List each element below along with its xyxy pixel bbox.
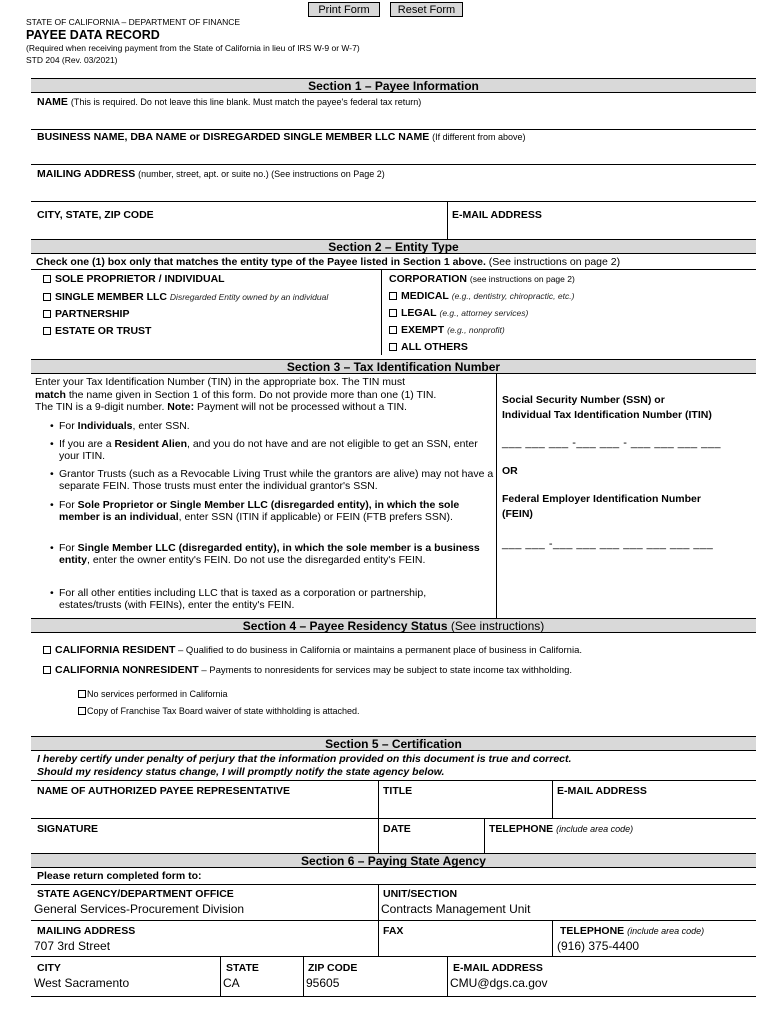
agency-telephone-label: TELEPHONE (include area code) <box>560 925 705 937</box>
single-member-llc-checkbox[interactable] <box>43 293 51 301</box>
form-title: PAYEE DATA RECORD <box>26 28 160 42</box>
agency-zip-label: ZIP CODE <box>308 962 358 974</box>
name-label: NAME (This is required. Do not leave this line blank. Must match the payee's federal tax return) <box>37 96 422 108</box>
rep-title-label: TITLE <box>383 785 413 797</box>
rep-title-field[interactable] <box>382 800 551 817</box>
corporation-label: CORPORATION (see instructions on page 2) <box>389 273 575 285</box>
business-name-field[interactable] <box>35 145 754 164</box>
corp-medical-checkbox[interactable] <box>389 292 397 300</box>
agency-mailing-address-label: MAILING ADDRESS <box>37 925 136 937</box>
entity-type-instruction: Check one (1) box only that matches the entity type of the Payee listed in Section 1 above. (See instructions on page 2) <box>36 256 621 268</box>
date-field[interactable] <box>382 837 484 854</box>
rep-email-label: E-MAIL ADDRESS <box>557 785 647 797</box>
mailing-address-field[interactable] <box>35 182 754 201</box>
signature-label: SIGNATURE <box>37 823 99 835</box>
fax-label: FAX <box>383 925 404 937</box>
tin-bullet-smllc-business: • For Single Member LLC (disregarded entity), in which the sole member is a business entity, enter the owner entity's FEIN. Do not use the disregarded entity's FEIN. <box>59 542 491 566</box>
partnership-option[interactable]: PARTNERSHIP <box>43 308 129 320</box>
tin-bullet-individuals: • For Individuals, enter SSN. <box>59 420 491 432</box>
email-address-field[interactable] <box>450 222 754 239</box>
no-services-in-ca-checkbox[interactable] <box>78 690 86 698</box>
reset-form-button[interactable]: Reset Form <box>390 2 463 17</box>
city-state-zip-label: CITY, STATE, ZIP CODE <box>37 209 154 221</box>
form-subtitle: (Required when receiving payment from the State of California in lieu of IRS W-9 or W-7) <box>26 43 360 53</box>
agency-state-value: CA <box>223 976 240 990</box>
section4-header: Section 4 – Payee Residency Status (See instructions) <box>31 618 756 633</box>
estate-trust-checkbox[interactable] <box>43 327 51 335</box>
agency-telephone-value: (916) 375-4400 <box>557 939 640 953</box>
tin-bullet-grantor-trusts: • Grantor Trusts (such as a Revocable Living Trust while the grantors are alive) may not have a separate FEIN. Those trusts must enter the individual grantor's SSN. <box>59 468 495 492</box>
corp-legal-checkbox[interactable] <box>389 309 397 317</box>
sole-proprietor-checkbox[interactable] <box>43 275 51 283</box>
section1-header: Section 1 – Payee Information <box>31 78 756 93</box>
print-form-button[interactable]: Print Form <box>308 2 380 17</box>
ftb-waiver-checkbox[interactable] <box>78 707 86 715</box>
section3-header: Section 3 – Tax Identification Number <box>31 359 756 374</box>
no-services-in-ca-option[interactable]: No services performed in California <box>78 689 228 699</box>
ftb-waiver-option[interactable]: Copy of Franchise Tax Board waiver of state withholding is attached. <box>78 706 359 716</box>
agency-city-value: West Sacramento <box>34 976 130 990</box>
agency-value: General Services-Procurement Division <box>34 902 245 916</box>
ca-resident-option[interactable]: CALIFORNIA RESIDENT – Qualified to do business in California or maintains a permanent place of business in California. <box>43 644 582 656</box>
section5-header: Section 5 – Certification <box>31 736 756 751</box>
corp-exempt-option[interactable]: EXEMPT (e.g., nonprofit) <box>389 324 505 336</box>
tin-instructions: Enter your Tax Identification Number (TIN) in the appropriate box. The TIN must match the name given in Section 1 of this form. Do not provide more than one (1) TIN. The TIN is a 9-digit number. Note: Payment will not be processed without a TIN. <box>35 376 437 413</box>
fein-label: Federal Employer Identification Number (FEIN) <box>502 493 701 520</box>
rep-name-label: NAME OF AUTHORIZED PAYEE REPRESENTATIVE <box>37 785 290 797</box>
business-name-label: BUSINESS NAME, DBA NAME or DISREGARDED SINGLE MEMBER LLC NAME (If different from above) <box>37 131 526 143</box>
corp-exempt-checkbox[interactable] <box>389 326 397 334</box>
agency-zip-value: 95605 <box>306 976 340 990</box>
section2-header: Section 2 – Entity Type <box>31 239 756 254</box>
agency-email-label: E-MAIL ADDRESS <box>453 962 543 974</box>
ca-nonresident-option[interactable]: CALIFORNIA NONRESIDENT – Payments to nonresidents for services may be subject to state income tax withholding. <box>43 664 572 676</box>
tin-bullet-other-entities: • For all other entities including LLC that is taxed as a corporation or partnership, estates/trusts (with FEINs), enter the entity's FEIN. <box>59 587 491 611</box>
agency-email-value: CMU@dgs.ca.gov <box>450 976 548 990</box>
mailing-address-label: MAILING ADDRESS (number, street, apt. or suite no.) (See instructions on Page 2) <box>37 168 385 180</box>
email-address-label: E-MAIL ADDRESS <box>452 209 542 221</box>
fein-input[interactable]: ___ ___ -___ ___ ___ ___ ___ ___ ___ <box>502 538 714 550</box>
agency-state-label: STATE <box>226 962 259 974</box>
tin-bullet-resident-alien: • If you are a Resident Alien, and you do not have and are not eligible to get an SSN, enter your ITIN. <box>59 438 491 462</box>
sole-proprietor-option[interactable]: SOLE PROPRIETOR / INDIVIDUAL <box>43 273 225 285</box>
or-label: OR <box>502 465 518 477</box>
ca-resident-checkbox[interactable] <box>43 646 51 654</box>
city-state-zip-field[interactable] <box>35 222 447 239</box>
signature-field[interactable] <box>35 837 377 854</box>
corp-all-others-option[interactable]: ALL OTHERS <box>389 341 468 353</box>
rep-email-field[interactable] <box>556 800 755 817</box>
unit-section-value: Contracts Management Unit <box>381 902 531 916</box>
payee-name-field[interactable] <box>35 110 754 129</box>
agency-label: STATE AGENCY/DEPARTMENT OFFICE <box>37 888 234 900</box>
department-name: STATE OF CALIFORNIA – DEPARTMENT OF FINANCE <box>26 17 241 27</box>
corp-medical-option[interactable]: MEDICAL (e.g., dentistry, chiropractic, etc.) <box>389 290 574 302</box>
ssn-input[interactable]: ___ ___ ___ -___ ___ - ___ ___ ___ ___ <box>502 437 722 449</box>
date-label: DATE <box>383 823 411 835</box>
agency-mailing-address-value: 707 3rd Street <box>34 939 111 953</box>
rep-telephone-field[interactable] <box>488 837 754 854</box>
return-to-label: Please return completed form to: <box>37 870 202 882</box>
agency-city-label: CITY <box>37 962 61 974</box>
corp-all-others-checkbox[interactable] <box>389 343 397 351</box>
ca-nonresident-checkbox[interactable] <box>43 666 51 674</box>
estate-trust-option[interactable]: ESTATE OR TRUST <box>43 325 151 337</box>
single-member-llc-option[interactable]: SINGLE MEMBER LLC Disregarded Entity owned by an individual <box>43 291 328 303</box>
partnership-checkbox[interactable] <box>43 310 51 318</box>
unit-section-label: UNIT/SECTION <box>383 888 458 900</box>
rep-name-field[interactable] <box>35 800 377 817</box>
tin-bullet-sole-proprietor: • For Sole Proprietor or Single Member LLC (disregarded entity), in which the sole member is an individual, enter SSN (ITIN if applicable) or FEIN (FTB prefers SSN). <box>59 499 491 523</box>
certification-statement: I hereby certify under penalty of perjury that the information provided on this document is true and correct. Should my residency status change, I will promptly notify the state agency below. <box>37 753 572 778</box>
form-number: STD 204 (Rev. 03/2021) <box>26 55 118 65</box>
corp-legal-option[interactable]: LEGAL (e.g., attorney services) <box>389 307 528 319</box>
ssn-itin-label: Social Security Number (SSN) or Individual Tax Identification Number (ITIN) <box>502 394 712 421</box>
section6-header: Section 6 – Paying State Agency <box>31 853 756 868</box>
rep-telephone-label: TELEPHONE (include area code) <box>489 823 634 835</box>
